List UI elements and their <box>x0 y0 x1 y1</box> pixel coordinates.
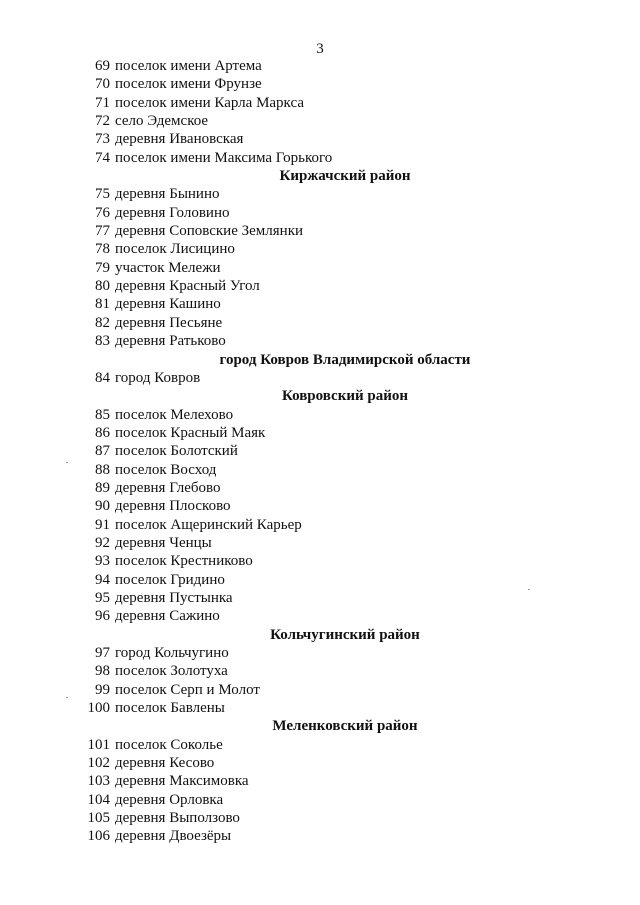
settlement-name: деревня Пустынка <box>115 589 233 606</box>
item-number: 82 <box>95 314 110 331</box>
settlement-name: поселок Восход <box>115 461 217 478</box>
list-item <box>0 607 640 625</box>
item-number: 70 <box>95 76 110 93</box>
item-number: 101 <box>87 736 110 753</box>
district-heading: Киржачский район <box>279 168 411 185</box>
item-number: 72 <box>95 113 110 130</box>
list-item <box>0 442 640 460</box>
item-number: 92 <box>95 534 110 551</box>
settlement-name: поселок Бавлены <box>115 700 225 717</box>
list-item <box>0 479 640 497</box>
settlement-name: участок Мележи <box>115 259 221 276</box>
settlement-name: деревня Ченцы <box>115 534 212 551</box>
list-item <box>0 424 640 442</box>
settlement-name: деревня Красный Угол <box>115 278 260 295</box>
item-number: 83 <box>95 333 110 350</box>
list-item <box>0 332 640 350</box>
settlement-name: поселок Мелехово <box>115 406 234 423</box>
list-item <box>0 571 640 589</box>
list-item <box>0 497 640 515</box>
settlement-name: деревня Ратьково <box>115 333 226 350</box>
settlement-name: деревня Бынино <box>115 186 220 203</box>
settlement-name: поселок Серп и Молот <box>115 681 260 698</box>
settlement-name: поселок имени Фрунзе <box>115 76 262 93</box>
list-item <box>0 754 640 772</box>
list-item <box>0 681 640 699</box>
settlement-name: деревня Максимовка <box>115 773 249 790</box>
list-item <box>0 662 640 680</box>
list-item <box>0 222 640 240</box>
list-item <box>0 259 640 277</box>
item-number: 89 <box>95 479 110 496</box>
item-number: 87 <box>95 443 110 460</box>
settlement-name: деревня Ивановская <box>115 131 244 148</box>
scan-speck <box>66 462 68 463</box>
district-heading: город Ковров Владимирской области <box>219 351 471 368</box>
list-item <box>0 589 640 607</box>
settlement-name: поселок имени Карла Маркса <box>115 94 304 111</box>
settlement-list <box>0 57 640 846</box>
settlement-name: поселок Золотуха <box>115 663 228 680</box>
list-item <box>0 94 640 112</box>
settlement-name: поселок имени Максима Горького <box>115 149 333 166</box>
item-number: 84 <box>95 369 110 386</box>
item-number: 80 <box>95 278 110 295</box>
district-heading: Ковровский район <box>281 388 409 405</box>
settlement-name: деревня Головино <box>115 204 230 221</box>
item-number: 96 <box>95 608 110 625</box>
settlement-name: деревня Кашино <box>115 296 221 313</box>
item-number: 78 <box>95 241 110 258</box>
item-number: 85 <box>95 406 110 423</box>
item-number: 104 <box>87 791 110 808</box>
settlement-name: поселок Соколье <box>115 736 223 753</box>
settlement-name: деревня Соповские Землянки <box>115 223 304 240</box>
list-item <box>0 552 640 570</box>
item-number: 73 <box>95 131 110 148</box>
scan-speck <box>528 589 530 590</box>
settlement-name: поселок Гридино <box>115 571 225 588</box>
district-heading: Меленковский район <box>272 718 418 735</box>
district-heading: Кольчугинский район <box>270 626 420 643</box>
list-item <box>0 112 640 130</box>
list-item <box>0 699 640 717</box>
list-item <box>0 185 640 203</box>
list-item <box>0 644 640 662</box>
list-item <box>0 149 640 167</box>
item-number: 90 <box>95 498 110 515</box>
settlement-name: деревня Выползово <box>115 810 240 827</box>
settlement-name: деревня Песьяне <box>115 314 223 331</box>
item-number: 69 <box>95 58 110 74</box>
settlement-name: поселок Болотский <box>115 443 238 460</box>
settlement-name: поселок Лисицино <box>115 241 235 258</box>
item-number: 97 <box>95 645 110 661</box>
settlement-name: деревня Глебово <box>115 479 221 496</box>
item-number: 106 <box>87 828 110 845</box>
item-number: 79 <box>95 259 110 276</box>
item-number: 93 <box>95 553 110 570</box>
settlement-name: деревня Кесово <box>115 755 215 772</box>
settlement-name: деревня Орловка <box>115 791 224 808</box>
list-item <box>0 57 640 75</box>
item-number: 76 <box>95 204 110 221</box>
list-item <box>0 534 640 552</box>
item-number: 99 <box>95 681 110 698</box>
item-number: 105 <box>87 810 110 827</box>
item-number: 88 <box>95 461 110 478</box>
item-number: 102 <box>87 755 110 772</box>
list-item <box>0 240 640 258</box>
item-number: 75 <box>95 186 110 203</box>
item-number: 100 <box>87 700 110 717</box>
page-number: 3 <box>316 41 324 57</box>
list-item <box>0 772 640 790</box>
list-item <box>0 75 640 93</box>
item-number: 98 <box>95 663 110 680</box>
item-number: 94 <box>95 571 110 588</box>
item-number: 86 <box>95 424 110 441</box>
list-item <box>0 314 640 332</box>
item-number: 71 <box>95 94 110 111</box>
list-item <box>0 204 640 222</box>
list-item <box>0 295 640 313</box>
settlement-name: деревня Двоезёры <box>115 828 232 845</box>
item-number: 81 <box>95 296 110 313</box>
item-number: 91 <box>95 516 110 533</box>
item-number: 74 <box>95 149 110 166</box>
list-item <box>0 736 640 754</box>
list-item <box>0 809 640 827</box>
settlement-name: деревня Сажино <box>115 608 220 625</box>
settlement-name: село Эдемское <box>115 113 209 130</box>
settlement-name: поселок Ащеринский Карьер <box>115 516 302 533</box>
list-item <box>0 791 640 809</box>
settlement-name: деревня Плосково <box>115 498 231 515</box>
list-item <box>0 406 640 424</box>
item-number: 77 <box>95 223 110 240</box>
list-item <box>0 277 640 295</box>
settlement-name: поселок Крестниково <box>115 553 253 570</box>
scan-speck <box>66 697 68 698</box>
settlement-name: город Кольчугино <box>115 645 229 661</box>
list-item <box>0 461 640 479</box>
list-item <box>0 130 640 148</box>
settlement-name: поселок Красный Маяк <box>115 424 266 441</box>
item-number: 103 <box>87 773 110 790</box>
list-item <box>0 516 640 534</box>
item-number: 95 <box>95 589 110 606</box>
list-item <box>0 369 640 387</box>
list-item <box>0 827 640 845</box>
settlement-name: город Ковров <box>115 369 201 386</box>
settlement-name: поселок имени Артема <box>115 58 262 74</box>
